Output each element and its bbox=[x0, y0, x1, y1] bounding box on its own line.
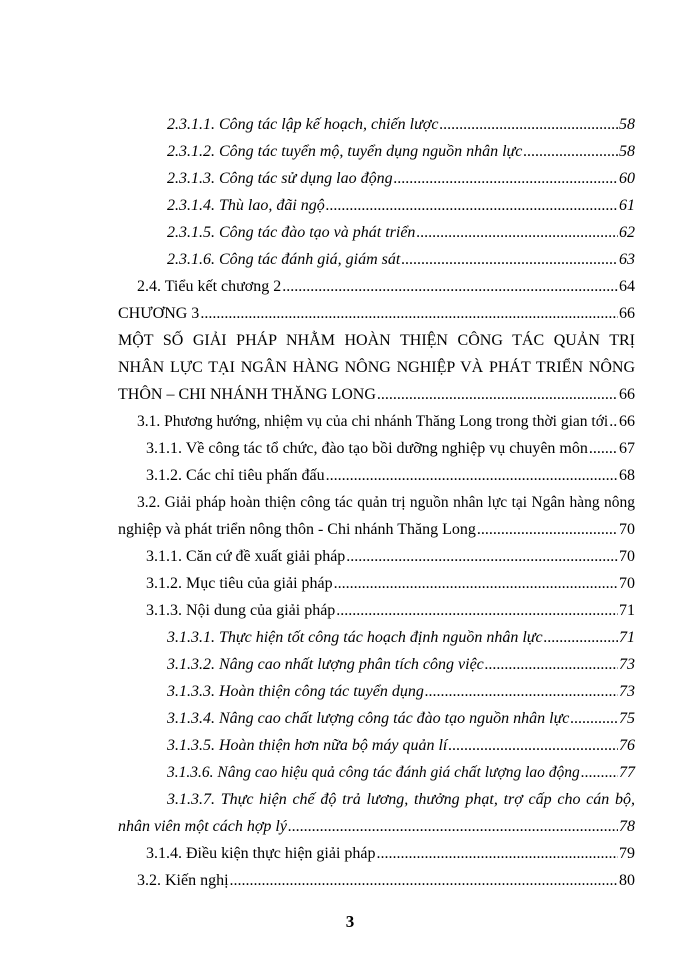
toc-entry bbox=[137, 410, 635, 434]
toc-page: 80 bbox=[619, 872, 635, 889]
toc-page: 78 bbox=[619, 818, 635, 835]
toc-entry bbox=[137, 869, 635, 893]
dot-leader bbox=[200, 302, 618, 326]
toc-page: 67 bbox=[619, 440, 635, 457]
toc-page: 66 bbox=[619, 386, 635, 403]
toc-label: CHƯƠNG 3 bbox=[118, 305, 200, 322]
toc-label: 3.1.3.6. Nâng cao hiệu quả công tác đánh giá chất lượng lao động bbox=[167, 764, 580, 781]
dot-leader bbox=[416, 221, 618, 245]
toc-page: 60 bbox=[619, 170, 635, 187]
toc-label: 3.1.2. Các chỉ tiêu phấn đấu bbox=[146, 467, 325, 484]
dot-leader bbox=[377, 383, 618, 407]
toc-label: 3.1.3. Nội dung của giải pháp bbox=[146, 602, 336, 619]
toc-page: 70 bbox=[619, 575, 635, 592]
toc-page: 66 bbox=[619, 305, 635, 322]
toc-page: 70 bbox=[619, 548, 635, 565]
toc-page: 73 bbox=[619, 683, 635, 700]
dot-leader bbox=[334, 572, 618, 596]
dot-leader bbox=[581, 761, 618, 785]
chapter-title-line: NHÂN LỰC TẠI NGÂN HÀNG NÔNG NGHIỆP VÀ PHÁT TRIỂN NÔNG bbox=[118, 359, 635, 376]
toc-label: 2.3.1.1. Công tác lập kế hoạch, chiến lược bbox=[167, 116, 439, 133]
toc-page: 77 bbox=[619, 764, 635, 781]
dot-leader bbox=[230, 869, 618, 893]
dot-leader bbox=[570, 707, 618, 731]
toc-entry-line: 3.2. Giải pháp hoàn thiện công tác quản trị nguồn nhân lực tại Ngân hàng nông bbox=[137, 494, 635, 511]
toc-entry-line: 3.1.3.7. Thực hiện chế độ trả lương, thưởng phạt, trợ cấp cho cán bộ, bbox=[167, 791, 635, 808]
toc-entry bbox=[167, 626, 635, 650]
dot-leader bbox=[448, 734, 618, 758]
toc-page: 75 bbox=[619, 710, 635, 727]
toc-page: 68 bbox=[619, 467, 635, 484]
dot-leader bbox=[401, 248, 618, 272]
toc-page: 63 bbox=[619, 251, 635, 268]
toc-entry bbox=[137, 275, 635, 299]
toc-page: 58 bbox=[619, 116, 635, 133]
toc-label: 2.3.1.3. Công tác sử dụng lao động bbox=[167, 170, 393, 187]
toc-page: 76 bbox=[619, 737, 635, 754]
toc-entry bbox=[118, 302, 635, 326]
toc-label: 3.1.3.3. Hoàn thiện công tác tuyển dụng bbox=[167, 683, 424, 700]
toc-entry bbox=[146, 464, 635, 488]
toc-entry bbox=[167, 734, 635, 758]
toc-entry bbox=[167, 761, 635, 785]
toc-entry bbox=[146, 842, 635, 866]
toc-label: 3.1.4. Điều kiện thực hiện giải pháp bbox=[146, 845, 376, 862]
dot-leader bbox=[336, 599, 618, 623]
toc-page: 66 bbox=[619, 413, 635, 430]
dot-leader bbox=[377, 842, 618, 866]
toc-entry bbox=[118, 518, 635, 542]
dot-leader bbox=[346, 545, 618, 569]
dot-leader bbox=[326, 464, 618, 488]
toc-page: 73 bbox=[619, 656, 635, 673]
toc-entry bbox=[167, 113, 635, 137]
toc-label: 2.3.1.4. Thù lao, đãi ngộ bbox=[167, 197, 325, 214]
toc-entry bbox=[118, 383, 635, 407]
chapter-title-line: MỘT SỐ GIẢI PHÁP NHẰM HOÀN THIỆN CÔNG TÁC QUẢN TRỊ bbox=[118, 332, 635, 349]
toc-page: 79 bbox=[619, 845, 635, 862]
toc-label: 2.3.1.2. Công tác tuyển mộ, tuyển dụng nguồn nhân lực bbox=[167, 143, 523, 160]
dot-leader bbox=[326, 194, 618, 218]
toc-entry bbox=[167, 194, 635, 218]
dot-leader bbox=[282, 275, 618, 299]
toc-label: 2.3.1.5. Công tác đào tạo và phát triển bbox=[167, 224, 416, 241]
toc-label: 3.1.3.1. Thực hiện tốt công tác hoạch định nguồn nhân lực bbox=[167, 629, 543, 646]
toc-entry bbox=[167, 248, 635, 272]
toc-label: 3.1.1. Về công tác tổ chức, đào tạo bồi dưỡng nghiệp vụ chuyên môn bbox=[146, 440, 588, 457]
toc-page: 71 bbox=[619, 602, 635, 619]
dot-leader bbox=[485, 653, 618, 677]
toc-label: 3.1.3.2. Nâng cao nhất lượng phân tích công việc bbox=[167, 656, 484, 673]
toc-page: 71 bbox=[619, 629, 635, 646]
toc-page: 61 bbox=[619, 197, 635, 214]
toc-entry bbox=[167, 680, 635, 704]
toc-entry bbox=[146, 437, 635, 461]
dot-leader bbox=[544, 626, 618, 650]
dot-leader bbox=[394, 167, 618, 191]
toc-entry bbox=[118, 815, 635, 839]
page-number: 3 bbox=[345, 912, 355, 931]
toc-entry bbox=[167, 167, 635, 191]
toc-label: 2.3.1.6. Công tác đánh giá, giám sát bbox=[167, 251, 401, 268]
toc-entry bbox=[167, 653, 635, 677]
toc-entry bbox=[167, 221, 635, 245]
toc-page: 70 bbox=[619, 521, 635, 538]
toc-label: 3.1.1. Căn cứ đề xuất giải pháp bbox=[146, 548, 346, 565]
toc-label: nhân viên một cách hợp lý bbox=[118, 818, 287, 835]
toc-label: 3.1. Phương hướng, nhiệm vụ của chi nhánh Thăng Long trong thời gian tới bbox=[137, 413, 609, 430]
toc-label: 3.1.3.5. Hoàn thiện hơn nữa bộ máy quản lí bbox=[167, 737, 448, 754]
toc-entry bbox=[146, 545, 635, 569]
toc-page: 62 bbox=[619, 224, 635, 241]
dot-leader bbox=[589, 437, 618, 461]
dot-leader bbox=[477, 518, 618, 542]
toc-label: 3.1.2. Mục tiêu của giải pháp bbox=[146, 575, 333, 592]
toc-entry bbox=[167, 707, 635, 731]
toc-label: 3.1.3.4. Nâng cao chất lượng công tác đào tạo nguồn nhân lực bbox=[167, 710, 570, 727]
toc-label: nghiệp và phát triển nông thôn - Chi nhánh Thăng Long bbox=[118, 521, 476, 538]
toc-page: 58 bbox=[619, 143, 635, 160]
toc-entry bbox=[146, 572, 635, 596]
toc-label: 2.4. Tiểu kết chương 2 bbox=[137, 278, 282, 295]
dot-leader bbox=[609, 410, 618, 434]
dot-leader bbox=[439, 113, 618, 137]
toc-entry bbox=[146, 599, 635, 623]
toc-entry bbox=[167, 140, 635, 164]
toc-label: THÔN – CHI NHÁNH THĂNG LONG bbox=[118, 386, 376, 403]
dot-leader bbox=[288, 815, 618, 839]
dot-leader bbox=[425, 680, 618, 704]
toc-page: 64 bbox=[619, 278, 635, 295]
toc-label: 3.2. Kiến nghị bbox=[137, 872, 229, 889]
dot-leader bbox=[523, 140, 618, 164]
